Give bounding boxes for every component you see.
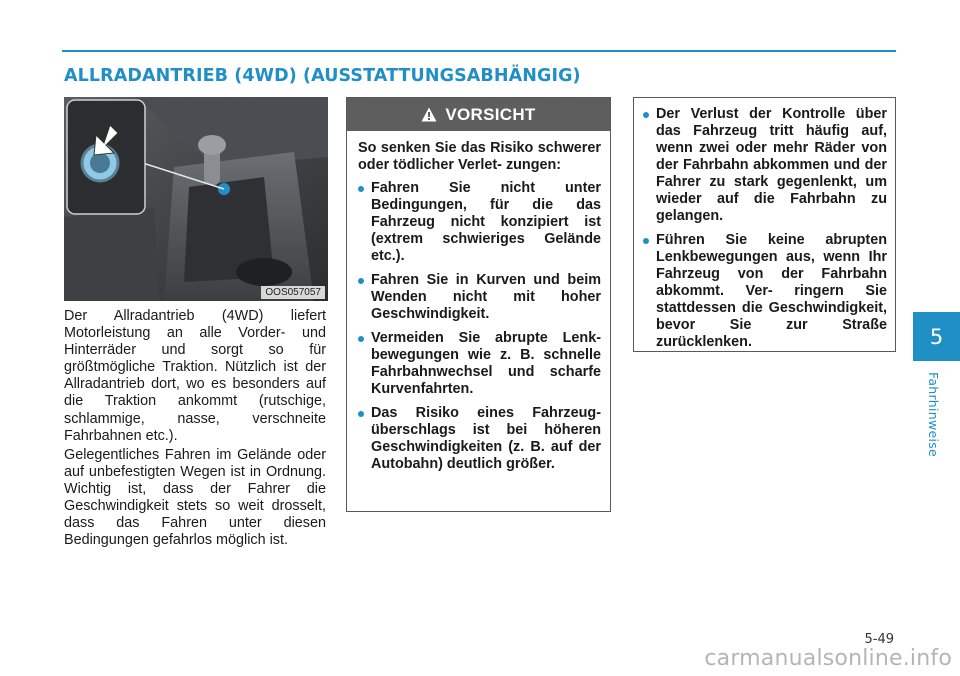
section-title: ALLRADANTRIEB (4WD) (AUSSTATTUNGSABHÄNGIG) [64,66,581,86]
body-paragraph-1: Der Allradantrieb (4WD) liefert Motorleistung an alle Vorder- und Hinterräder und sorgt so für größtmögliche Traktion. Nützlich ist der Allradantrieb dort, wo es besonders auf die Traktion ankommt (rutschige, schlammige, nasse, verschneite Fahrbahnen etc.). [64,308,326,444]
list-item: Vermeiden Sie abrupte Lenk- bewegungen wie z. B. schnelle Fahrbahnwechsel und scharfe Kurvenfahrten. [358,330,601,398]
list-item: Fahren Sie nicht unter Bedingungen, für die das Fahrzeug nicht konzipiert ist (extrem schwieriges Gelände etc.). [358,180,601,265]
chapter-label: Fahrhinweise [926,372,941,458]
warning-title: VORSICHT [445,104,536,124]
warning-header [347,98,610,131]
warning-list [358,180,601,473]
watermark: carmanualsonline.info [704,646,952,671]
chapter-number-tab[interactable]: 5 [913,312,960,361]
bullet-icon [358,278,364,284]
warning-triangle-icon [421,107,437,122]
list-item: Führen Sie keine abrupten Lenkbewegungen aus, wenn Ihr Fahrzeug von der Fahrbahn abkommt. Ver- ringern Sie stattdessen die Geschwindigkeit, bevor Sie zur Straße zurücklenken. [643,232,887,351]
list-item: Fahren Sie in Kurven und beim Wenden nicht mit hoher Geschwindigkeit. [358,272,601,323]
top-rule [62,50,896,52]
continuation-list [643,106,887,351]
bullet-icon [358,411,364,417]
warning-intro: So senken Sie das Risiko schwerer oder tödlicher Verlet- zungen: [358,140,601,173]
warning-box [346,97,611,512]
body-paragraph-2: Gelegentliches Fahren im Gelände oder auf unbefestigten Wegen ist in Ordnung. Wichtig ist, dass der Fahrer die Geschwindigkeit stets so weit drosselt, dass das Fahren unter diesen Bedingungen gefahrlos möglich ist. [64,447,326,549]
bullet-icon [358,336,364,342]
console-photo [64,97,328,301]
button-inset [66,99,146,217]
warning-continuation-box [633,97,896,352]
page-number: 5-49 [864,632,894,647]
list-item: Der Verlust der Kontrolle über das Fahrzeug tritt häufig auf, wenn zwei oder mehr Räder von der Fahrbahn abkommen und der Fahrer zu stark gegenlenkt, um wieder auf die Fahrbahn zu gelangen. [643,106,887,225]
bullet-icon [643,112,649,118]
list-item: Das Risiko eines Fahrzeug- überschlags ist bei höheren Geschwindigkeiten (z. B. auf der Autobahn) deutlich größer. [358,405,601,473]
bullet-icon [643,238,649,244]
photo-code: OOS057057 [261,286,325,299]
bullet-icon [358,186,364,192]
